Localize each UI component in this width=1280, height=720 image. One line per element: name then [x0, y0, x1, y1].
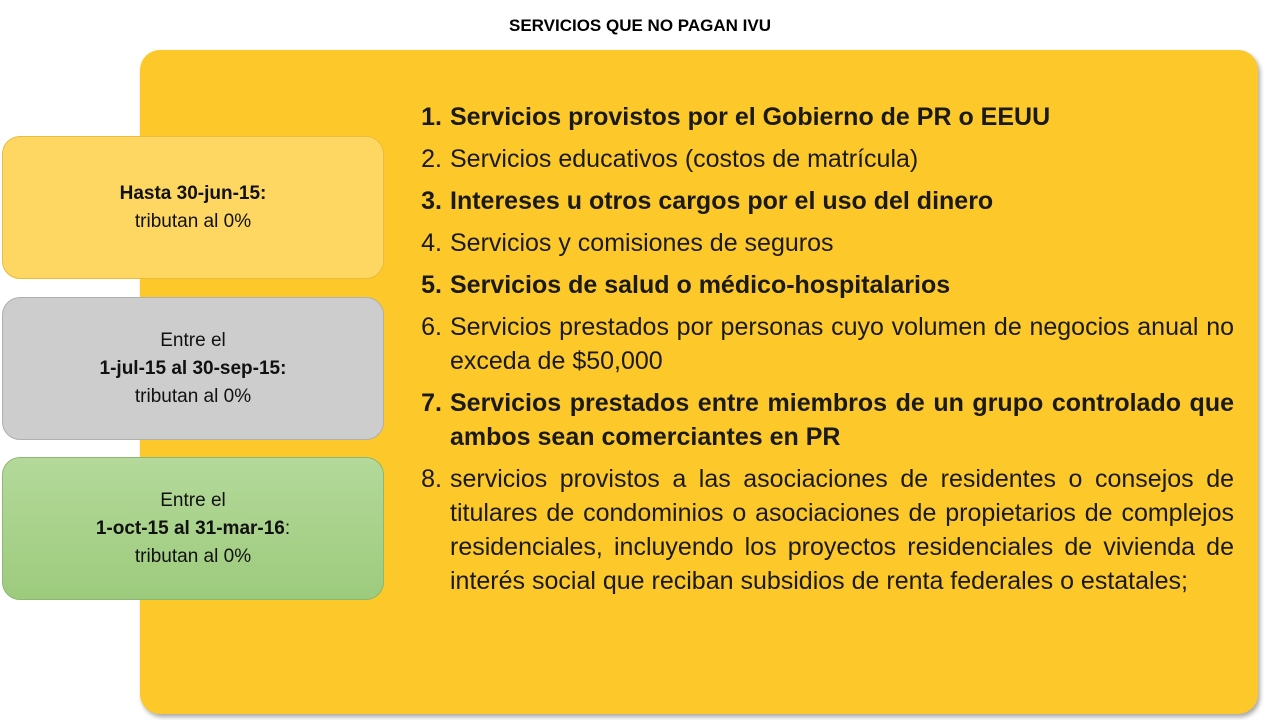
period-prefix: Entre el: [160, 489, 226, 511]
period-prefix: Entre el: [160, 329, 226, 351]
list-item: [421, 184, 1234, 218]
list-item: [421, 142, 1234, 176]
item-number: 6.: [421, 313, 442, 341]
list-item: [421, 310, 1234, 378]
period-box-hasta-30-jun: [2, 136, 384, 279]
period-range-line: [96, 515, 290, 543]
period-box-jul-sep: [2, 297, 384, 440]
list-item: [421, 268, 1234, 302]
period-rate: tributan al 0%: [134, 210, 252, 232]
period-range: 1-oct-15 al 31-mar-16: [95, 517, 285, 539]
item-text: Servicios prestados por personas cuyo volumen de negocios anual no exceda de $50,000: [450, 313, 1234, 375]
period-rate: tributan al 0%: [134, 545, 252, 567]
item-text: Servicios educativos (costos de matrícula): [450, 145, 919, 173]
item-number: 8.: [421, 465, 442, 493]
list-item: [421, 462, 1234, 598]
list-item: [421, 226, 1234, 260]
item-number: 2.: [421, 145, 442, 173]
item-text: Servicios provistos por el Gobierno de PR o EEUU: [450, 103, 1051, 131]
period-range: Hasta 30-jun-15:: [119, 182, 267, 204]
item-text: servicios provistos a las asociaciones de residentes o consejos de titulares de condominios o asociaciones de propietarios de complejos residenciales, incluyendo los proyectos residenciales de vivienda de interés social que reciban subsidios de renta federales o estatales;: [450, 465, 1234, 595]
period-range: 1-jul-15 al 30-sep-15:: [99, 357, 287, 379]
period-box-oct-mar: [2, 457, 384, 600]
item-number: 5.: [421, 271, 442, 299]
page-title: SERVICIOS QUE NO PAGAN IVU: [509, 16, 771, 35]
list-item: [421, 100, 1234, 134]
item-number: 3.: [421, 187, 442, 215]
item-text: Intereses u otros cargos por el uso del dinero: [450, 187, 994, 215]
item-number: 7.: [421, 389, 442, 417]
list-item: [421, 386, 1234, 454]
item-number: 4.: [421, 229, 442, 257]
services-list: [421, 100, 1234, 606]
period-rate: tributan al 0%: [134, 385, 252, 407]
item-text: Servicios y comisiones de seguros: [450, 229, 834, 257]
item-text: Servicios de salud o médico-hospitalarios: [450, 271, 951, 299]
item-number: 1.: [421, 103, 442, 131]
item-text: Servicios prestados entre miembros de un grupo controlado que ambos sean comerciantes en PR: [450, 389, 1234, 451]
period-range-suffix: :: [284, 517, 291, 539]
